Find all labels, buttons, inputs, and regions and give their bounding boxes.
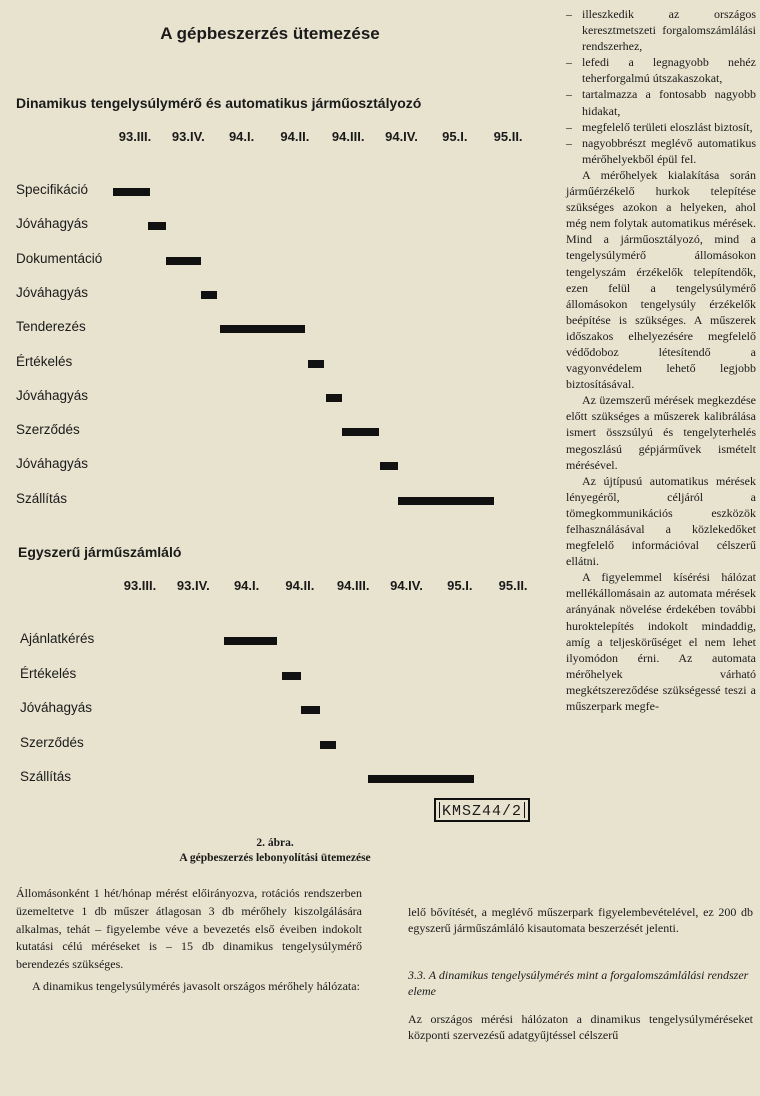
quarter-label: 94.II.: [280, 129, 310, 144]
bullet-text: nagyobbrészt meglévő automatikus mérőhelyekből épül fel.: [582, 135, 756, 166]
quarter-label: 95.II.: [498, 578, 528, 593]
task-label: Értékelés: [20, 665, 77, 681]
right-column-text: [566, 6, 756, 714]
task-label: Jóváhagyás: [20, 700, 93, 715]
paragraph: A dinamikus tengelysúlymérés javasolt országos mérőhely hálózata:: [32, 978, 360, 993]
paragraph: A figyelemmel kísérési hálózat mellékállomásain az automata mérések arányának növelése érdekében további huroktelepítés indokolt mindaddig, amíg a teljeskörűséget el nem lehet ilyomódon érni. Az automata mérőhelyek várható megkétszereződése szükségessé teszi a műszerpark megfe-: [566, 570, 756, 714]
task-label: Jóváhagyás: [16, 284, 89, 300]
section2-title: Egyszerű járműszámláló: [18, 544, 182, 560]
gantt-bar: [301, 706, 320, 714]
bullet-text: lefedi a legnagyobb nehéz teherforgalmú útszakaszokat,: [582, 55, 756, 86]
gantt-bar: [113, 188, 150, 196]
task-label: Jóváhagyás: [16, 387, 89, 403]
task-label: Specifikáció: [16, 182, 89, 197]
gantt-bar: [224, 637, 277, 645]
quarter-label: 94.I.: [233, 578, 260, 593]
bullet-item: – tartalmazza a fontosabb nagyobb hidakat,: [566, 87, 756, 118]
task-label: Jóváhagyás: [16, 216, 89, 232]
figure-caption: [150, 836, 400, 866]
gantt-bar: [398, 497, 494, 505]
gantt-bar: [220, 325, 305, 333]
quarter-label: 93.IV.: [171, 129, 205, 144]
gantt-bar: [201, 291, 217, 299]
gantt-bar: [326, 394, 342, 402]
quarter-label: 95.I.: [447, 578, 473, 593]
bullet-text: megfelelő területi eloszlást biztosít,: [582, 119, 753, 134]
paragraph: Az újtípusú automatikus mérések lényegéről, céljáról a tömegkommunikációs eszközök felhasználásával a közlekedőket megfelelő információval célszerű ellátni.: [566, 473, 756, 569]
paragraph: A mérőhelyek kialakítása során járműérzékelő hurkok telepítése szükséges azokon a helyeken, ahol még nem folytak automatikus mérések. Mind a járműosztályozó, mind a tengelysúlymérő állomásokon tengelyszám érzékelők telepítendők, ezen felül a tengelysúlymérő állomásokon tengelysúly érzékelők beépítése is szükséges. A műszerek időszakos elhelyezésére megfelelő védődoboz létesítendő a vagyonvédelem lehető legjobb biztosításával.: [566, 167, 756, 392]
paragraph: Az üzemszerű mérések megkezdése előtt szükséges a műszerek kalibrálása ismert összsúlyú és tengelyterhelés megoszlású gépjárművek ismételt mérésével.: [566, 393, 756, 472]
bullet-item: – lefedi a legnagyobb nehéz teherforgalmú útszakaszokat,: [566, 55, 756, 86]
task-label: Ajánlatkérés: [20, 631, 95, 646]
paragraph: Állomásonként 1 hét/hónap mérést előirányozva, rotációs rendszerben üzemeltetve 1 db műszer átlagosan 3 db mérőhely kiszolgálására alkalmas, tehát – figyelembe véve a bevezetés első éveiben indokolt kutatási célú méréseket is – 15 db dinamikus tengelysúlymérő berendezés szükséges.: [16, 886, 362, 972]
gantt-bar: [320, 741, 336, 749]
gantt-bar: [368, 775, 475, 783]
quarter-label: 94.I.: [228, 129, 255, 144]
paragraph-continuation: lelő bővítését, a meglévő műszerpark figyelembevételével, ez 200 db egyszerű járműszámláló kisautomata beszerzését jelenti.: [408, 905, 753, 936]
quarter-label: 95.II.: [493, 129, 523, 144]
figure-stamp: KMSZ44/2: [434, 798, 530, 822]
quarter-label: 94.IV.: [385, 129, 418, 144]
bullet-item: – illeszkedik az országos keresztmetszeti forgalomszámlálási rendszerhez,: [566, 7, 756, 54]
gantt-bar: [166, 257, 201, 265]
gantt-bar: [342, 428, 379, 436]
bullet-text: tartalmazza a fontosabb nagyobb hidakat,: [582, 87, 756, 118]
quarter-label: 94.III.: [336, 578, 370, 593]
gantt-bar: [282, 672, 301, 680]
task-label: Szállítás: [16, 490, 68, 506]
gantt-bar: [308, 360, 324, 368]
quarter-label: 95.I.: [442, 129, 468, 144]
bullet-item: – nagyobbrészt meglévő automatikus mérőhelyekből épül fel.: [566, 135, 756, 166]
quarter-label: 94.IV.: [390, 578, 423, 593]
task-label: Dokumentáció: [16, 250, 103, 266]
section-3-3-body: Az országos mérési hálózaton a dinamikus tengelysúlyméréseket központi szervezésű adatgyűjtéssel célszerű: [408, 1012, 753, 1043]
task-label: Szerződés: [20, 734, 84, 750]
section1-title: Dinamikus tengelysúlymérő és automatikus járműosztályozó: [16, 95, 422, 111]
gantt-bar: [148, 222, 167, 230]
quarter-label: 93.IV.: [176, 578, 210, 593]
quarter-label: 94.III.: [331, 129, 365, 144]
section-3-3-heading: 3.3. A dinamikus tengelysúlymérés mint a forgalomszámlálási rendszer eleme: [408, 968, 749, 998]
quarter-label: 93.III.: [118, 129, 152, 144]
left-body-text: [16, 885, 362, 1000]
task-label: Értékelés: [16, 353, 73, 369]
quarter-label: 93.III.: [123, 578, 157, 593]
chart-title: A gépbeszerzés ütemezése: [160, 24, 380, 43]
bullet-item: – megfelelő területi eloszlást biztosít,: [566, 119, 756, 135]
bullet-text: illeszkedik az országos keresztmetszeti forgalomszámlálási rendszerhez,: [582, 7, 756, 54]
task-label: Szállítás: [20, 769, 72, 784]
task-label: Szerződés: [16, 422, 80, 438]
task-label: Jóváhagyás: [16, 456, 89, 472]
figure-caption-text: A gépbeszerzés lebonyolítási ütemezése: [179, 852, 371, 864]
figure-number: 2. ábra.: [256, 837, 294, 849]
quarter-label: 94.II.: [285, 578, 315, 593]
gantt-bar: [380, 462, 399, 470]
task-label: Tenderezés: [16, 319, 86, 335]
